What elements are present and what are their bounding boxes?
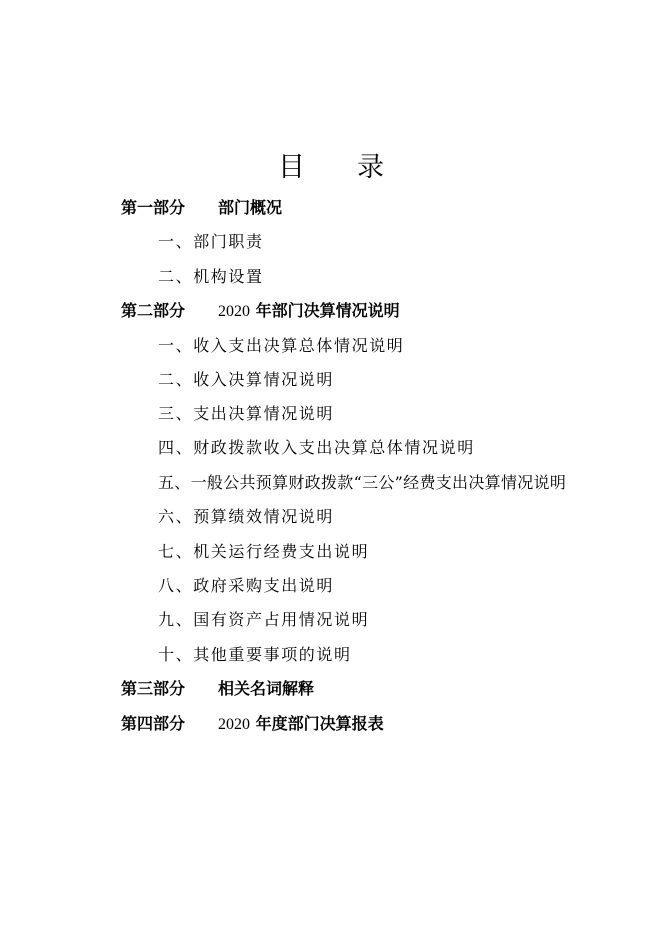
toc-item: 七、机关运行经费支出说明 xyxy=(158,542,370,561)
toc-item: 二、收入决算情况说明 xyxy=(158,370,335,389)
part-year: 2020 xyxy=(218,303,250,320)
toc-part-4 xyxy=(121,713,384,736)
part-label: 第四部分 xyxy=(121,714,186,733)
toc-title-left: 目 xyxy=(278,152,305,183)
toc-item: 六、预算绩效情况说明 xyxy=(158,507,335,526)
toc-item: 二、机构设置 xyxy=(158,267,264,286)
part-title: 年度部门决算报表 xyxy=(255,714,384,733)
toc-part-2 xyxy=(121,300,400,323)
part-label: 第二部分 xyxy=(121,301,186,320)
toc-item: 一、收入支出决算总体情况说明 xyxy=(158,336,405,355)
toc-item: 九、国有资产占用情况说明 xyxy=(158,610,370,629)
part-label: 第三部分 xyxy=(121,679,186,698)
toc-item: 十、其他重要事项的说明 xyxy=(158,645,352,664)
toc-title-right: 录 xyxy=(357,152,384,183)
toc-title xyxy=(0,150,662,186)
toc-part-3 xyxy=(121,678,314,700)
part-label: 第一部分 xyxy=(121,198,186,217)
toc-part-1 xyxy=(121,197,282,219)
toc-item: 一、部门职责 xyxy=(158,232,264,251)
part-title: 部门概况 xyxy=(218,198,283,217)
part-title: 相关名词解释 xyxy=(218,679,315,698)
toc-item: 三、支出决算情况说明 xyxy=(158,404,335,423)
part-title: 年部门决算情况说明 xyxy=(255,301,400,320)
part-year: 2020 xyxy=(218,716,250,733)
toc-item: 八、政府采购支出说明 xyxy=(158,576,335,595)
toc-item: 五、一般公共预算财政拨款“三公”经费支出决算情况说明 xyxy=(158,473,567,492)
toc-item: 四、财政拨款收入支出决算总体情况说明 xyxy=(158,438,475,457)
